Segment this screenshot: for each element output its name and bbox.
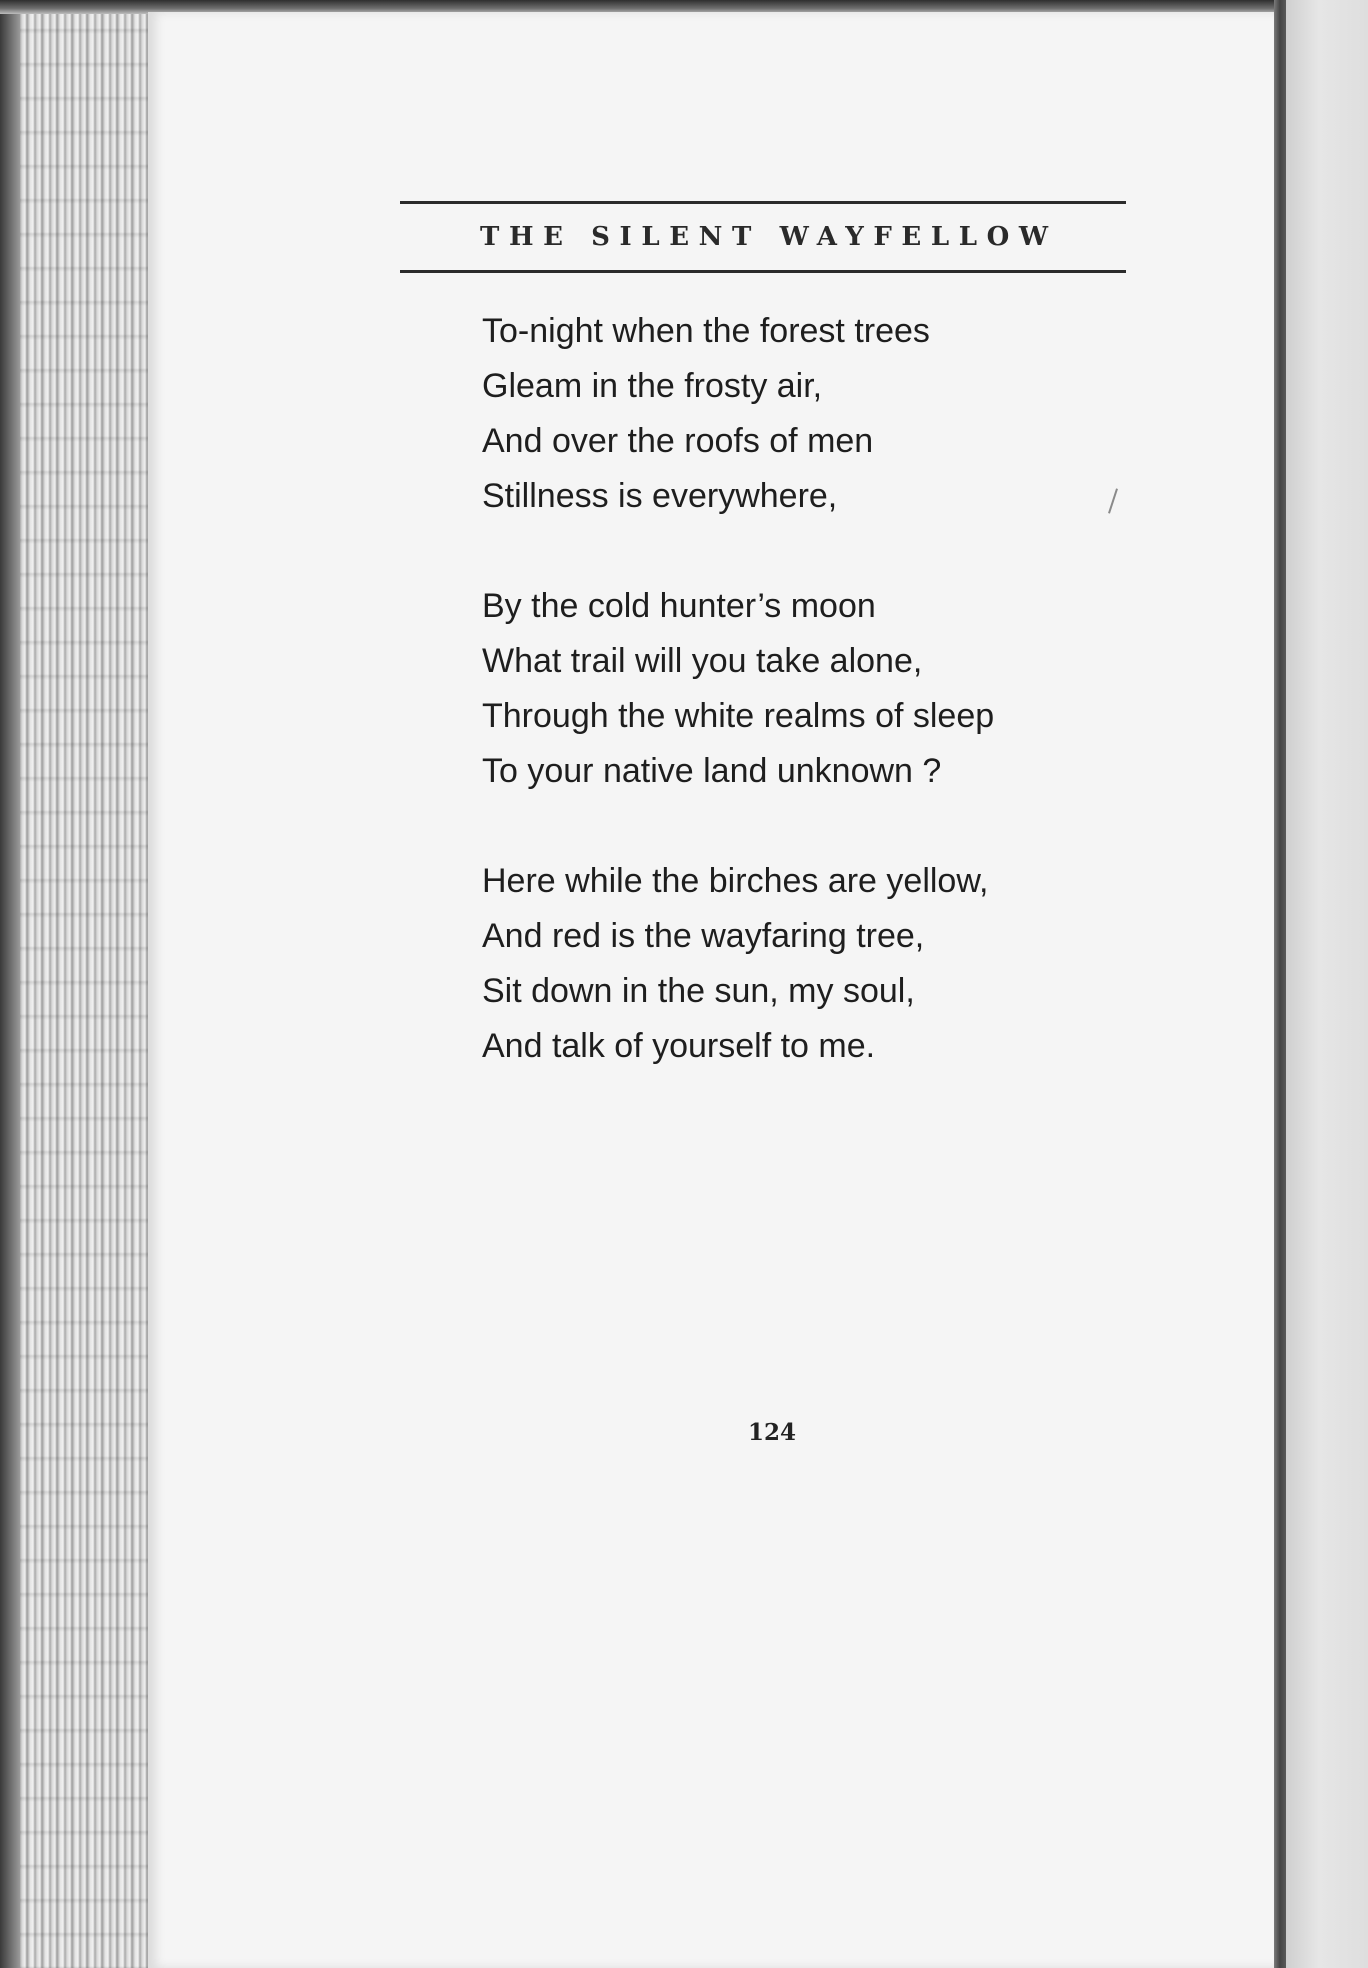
poem-line: By the cold hunter’s moon <box>482 587 876 625</box>
facing-page-edge <box>1286 0 1368 1968</box>
poem-line: To your native land unknown ? <box>482 752 942 790</box>
gutter-shadow <box>1274 0 1286 1968</box>
header-rule-top <box>400 201 1126 204</box>
stanza <box>482 304 1122 524</box>
stanza <box>482 579 1122 799</box>
poem-line: And over the roofs of men <box>482 422 874 460</box>
poem-line: Sit down in the sun, my soul, <box>482 972 915 1010</box>
poem-line: Gleam in the frosty air, <box>482 367 823 405</box>
page-number: 124 <box>748 1419 797 1446</box>
running-head: THE SILENT WAYFELLOW <box>480 222 1058 252</box>
poem-line: What trail will you take alone, <box>482 642 923 680</box>
poem <box>482 304 1122 1129</box>
poem-line: Through the white realms of sleep <box>482 697 995 735</box>
header-rule-bottom <box>400 270 1126 273</box>
poem-line: To-night when the forest trees <box>482 312 930 350</box>
stanza <box>482 854 1122 1074</box>
poem-line: And talk of yourself to me. <box>482 1027 876 1065</box>
poem-line: And red is the wayfaring tree, <box>482 917 925 955</box>
poem-line: Here while the birches are yellow, <box>482 862 989 900</box>
poem-line: Stillness is everywhere, <box>482 477 838 515</box>
